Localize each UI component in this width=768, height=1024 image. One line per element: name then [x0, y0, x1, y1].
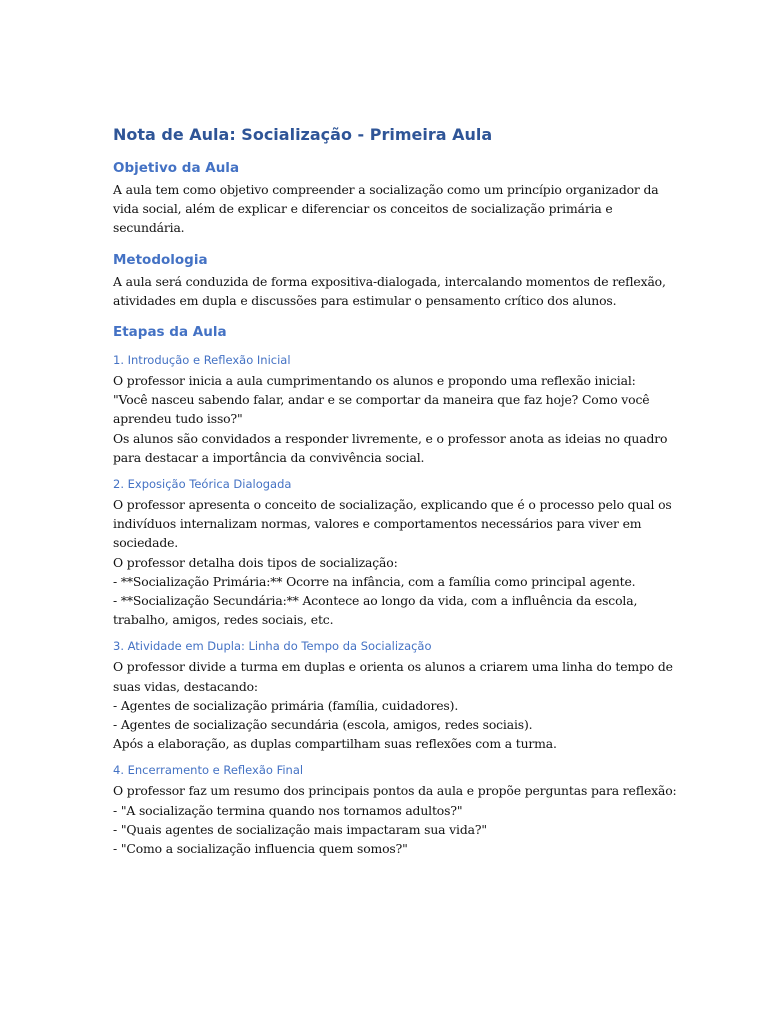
metodologia-line: A aula será conduzida de forma expositiva-dialogada, intercalando momentos de reflexão,	[113, 273, 666, 289]
section-heading-etapas: Etapas da Aula	[113, 324, 227, 341]
step-heading-2: 2. Exposição Teórica Dialogada	[113, 477, 292, 492]
step-2-line: trabalho, amigos, redes sociais, etc.	[113, 612, 334, 628]
step-3-line: - Agentes de socialização secundária (escola, amigos, redes sociais).	[113, 717, 533, 733]
step-3-line: suas vidas, destacando:	[113, 678, 258, 694]
document-title: Nota de Aula: Socialização - Primeira Aula	[113, 125, 493, 144]
section-heading-objetivo: Objetivo da Aula	[113, 160, 240, 176]
step-2-line: sociedade.	[113, 535, 179, 551]
step-4-paragraph	[113, 781, 677, 858]
step-heading-4: 4. Encerramento e Reflexão Final	[113, 763, 304, 778]
step-4-line: - "A socialização termina quando nos tornamos adultos?"	[113, 802, 463, 818]
step-4-line: O professor faz um resumo dos principais pontos da aula e propõe perguntas para reflexão:	[113, 783, 677, 799]
step-2-line: - **Socialização Secundária:** Acontece ao longo da vida, com a influência da escola,	[113, 593, 638, 609]
objetivo-paragraph	[113, 180, 658, 238]
step-heading-3: 3. Atividade em Dupla: Linha do Tempo da Socialização	[113, 639, 432, 654]
objetivo-line: vida social, além de explicar e diferenciar os conceitos de socialização primária e	[113, 201, 613, 217]
step-3-line: - Agentes de socialização primária (família, cuidadores).	[113, 697, 459, 713]
step-2-line: O professor apresenta o conceito de socialização, explicando que é o processo pelo qual os	[113, 497, 672, 513]
metodologia-line: atividades em dupla e discussões para estimular o pensamento crítico dos alunos.	[113, 292, 617, 308]
step-2-paragraph	[113, 495, 672, 629]
section-heading-metodologia: Metodologia	[113, 251, 208, 268]
objetivo-line: secundária.	[113, 220, 185, 236]
step-heading-1: 1. Introdução e Reflexão Inicial	[113, 353, 291, 368]
step-2-line: - **Socialização Primária:** Ocorre na infância, com a família como principal agente.	[113, 573, 636, 589]
step-4-line: - "Quais agentes de socialização mais impactaram sua vida?"	[113, 821, 487, 837]
step-1-line: aprendeu tudo isso?"	[113, 411, 243, 427]
document-page	[113, 124, 677, 858]
objetivo-line: A aula tem como objetivo compreender a socialização como um princípio organizador da	[113, 182, 659, 197]
step-3-line: Após a elaboração, as duplas compartilham suas reflexões com a turma.	[113, 736, 557, 752]
step-4-line: - "Como a socialização influencia quem somos?"	[113, 841, 408, 857]
step-2-line: indivíduos internalizam normas, valores e comportamentos necessários para viver em	[113, 516, 642, 532]
step-1-line: "Você nasceu sabendo falar, andar e se comportar da maneira que faz hoje? Como você	[113, 392, 650, 408]
step-2-line: O professor detalha dois tipos de socialização:	[113, 554, 398, 570]
step-1-line: para destacar a importância da convivência social.	[113, 449, 425, 465]
step-3-paragraph	[113, 657, 673, 753]
step-3-line: O professor divide a turma em duplas e orienta os alunos a criarem uma linha do tempo de	[113, 659, 673, 675]
step-1-line: Os alunos são convidados a responder livremente, e o professor anota as ideias no quadro	[113, 430, 668, 446]
metodologia-paragraph	[113, 272, 666, 310]
step-1-paragraph	[113, 371, 668, 467]
step-1-line: O professor inicia a aula cumprimentando os alunos e propondo uma reflexão inicial:	[113, 373, 636, 389]
